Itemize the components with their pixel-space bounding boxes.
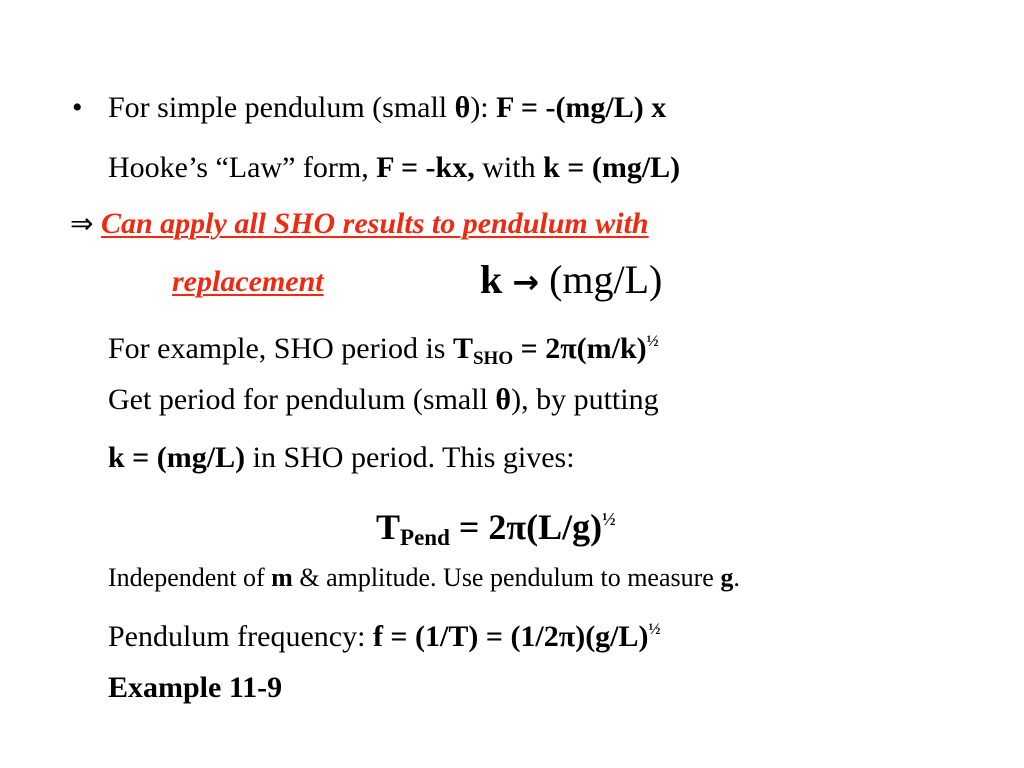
text: ), by putting <box>511 383 659 416</box>
exponent: ½ <box>646 333 659 350</box>
replacement-formula <box>480 258 662 304</box>
highlight-text: replacement <box>172 265 324 298</box>
line-get-period <box>108 382 659 418</box>
period-equation: = 2π(L/g) <box>449 507 603 547</box>
mass-symbol: m <box>271 563 293 592</box>
text: with <box>474 151 544 184</box>
bullet: • <box>72 91 83 124</box>
period-symbol: T <box>376 507 401 547</box>
text: Hooke’s “Law” form, <box>108 151 377 184</box>
text: For simple pendulum (small <box>108 91 455 124</box>
line-hookes-law <box>108 150 680 186</box>
text: For example, SHO period is <box>108 332 453 365</box>
k-equation: k = (mg/L) <box>543 151 681 184</box>
hooke-equation: F = -kx, <box>376 151 475 184</box>
g-symbol: g <box>720 563 734 592</box>
text: & amplitude. Use pendulum to measure <box>292 563 721 592</box>
period-equation: = 2π(m/k) <box>513 332 647 365</box>
line-frequency <box>108 612 661 655</box>
k-symbol: k <box>480 257 503 302</box>
exponent: ½ <box>648 621 661 638</box>
highlight-text: Can apply all SHO results to pendulum with <box>100 207 649 240</box>
line-can-apply <box>70 206 649 242</box>
text: Pendulum frequency: <box>108 620 373 653</box>
text: in SHO period. This gives: <box>245 441 575 474</box>
text: Independent of <box>108 563 272 592</box>
theta: θ <box>454 91 471 124</box>
mg-over-l: (mg/L) <box>549 257 663 302</box>
pendulum-period-formula <box>376 498 616 559</box>
exponent: ½ <box>602 509 616 529</box>
text: . <box>733 563 740 592</box>
k-equation: k = (mg/L) <box>108 441 246 474</box>
frequency-equation: f = (1/T) = (1/2π)(g/L) <box>372 620 649 653</box>
text: ): <box>470 91 497 124</box>
force-equation: F = -(mg/L) x <box>496 91 667 124</box>
implies-arrow-icon: ⇒ <box>70 207 94 240</box>
line-replacement <box>172 264 324 300</box>
theta: θ <box>495 383 512 416</box>
line-independent <box>108 560 740 596</box>
period-symbol: T <box>452 332 473 365</box>
line-simple-pendulum <box>108 90 666 126</box>
period-subscript: Pend <box>400 525 450 550</box>
period-subscript: SHO <box>472 348 514 369</box>
line-sho-period <box>108 324 659 377</box>
line-k-substitution <box>108 440 575 476</box>
example-reference: Example 11-9 <box>108 671 283 704</box>
right-arrow-icon: → <box>512 263 540 301</box>
text: Get period for pendulum (small <box>108 383 496 416</box>
